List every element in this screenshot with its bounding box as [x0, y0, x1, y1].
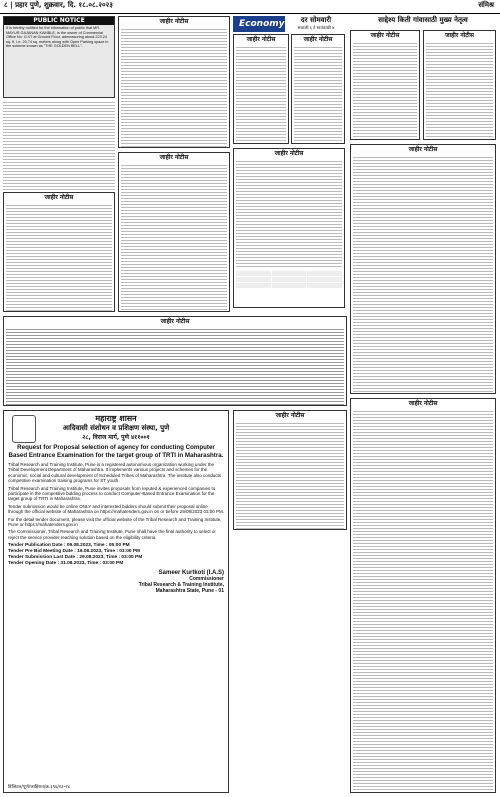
header-right: संमिश्र	[478, 1, 494, 9]
right-notice-1-title: जाहीर नोटीस	[370, 32, 400, 39]
tribal-designation: Commissioner	[189, 576, 224, 583]
header-left: ८ | प्रहार पुणे, शुक्रवार, दि. १८.०८.२०२३	[4, 1, 113, 9]
tribal-date-2: Tender Pre Bid Meeting Date : 16.08.2023, Time : 03:00 PM	[8, 549, 141, 555]
public-notice-title: PUBLIC NOTICE	[4, 17, 114, 25]
tribal-p2: Tribal Research and Training Institute, Pune invites proposals from reputed & experienced companies to participate in the competitive bidding process to conduct Computer-Based Entrance Examination for the target group of TRTI in Maharashtra.	[8, 485, 216, 502]
tribal-rfp-notice	[3, 410, 229, 793]
col3-notice-3	[233, 410, 347, 530]
tribal-p5: The Commissioner, Tribal Research and Training Institute, Pune shall have the final authority to select or reject the service provider reaching solution based on the eligibility criteria.	[8, 529, 216, 540]
tribal-footer: डिजिटल/पूर्ण/जाहिरात/क्र.३९६/२३-२४	[8, 785, 70, 790]
col1-text-block-1	[3, 100, 115, 190]
col3-notice-3-title: जाहीर नोटीस	[275, 412, 305, 419]
col1-notice-2	[3, 192, 115, 312]
col3-notice-1-title: जाहीर नोटीस	[246, 36, 276, 43]
right-notice-3-title: जाहीर नोटीस	[408, 146, 438, 153]
col3-notice-2-title: जाहीर नोटीस	[274, 150, 304, 157]
tribal-org: Tribal Research & Training Institute,	[138, 582, 224, 589]
tribal-p1: Tribal Research and Training Institute, Pune is a registered autonomous organization working under the Tribal Development Department of Maharashtra. It implements various projects and schemes for the economic, social and cultural development of Scheduled Tribes of Maharashtra. The institute also conducts competitive examination training programs for ST youth.	[8, 462, 222, 484]
tribal-date-3: Tender Submission Last Date : 29.08.2023, Time : 03:00 PM	[8, 555, 143, 561]
right-notice-1	[350, 30, 420, 140]
tribal-date-1: Tender Publication Date : 09.08.2023, Time : 05:00 PM	[8, 543, 130, 549]
right-notice-2-title: जाहीर नोटीस	[445, 32, 474, 39]
tribal-heading: Request for Proposal selection of agency for conducting Computer Based Entrance Examination for the target group of TRTI in Maharashtra.	[8, 444, 224, 459]
rates-title: दर सोमवारी	[300, 16, 332, 24]
tribal-p4: For the detail tender document, please visit the official website of the Tribal Research and Training Institute, Pune or https://mahatenders.gov.in	[8, 516, 222, 528]
col2-notice-1-title: जाहीर नोटीस	[159, 18, 189, 25]
tribal-p3: Tender submission would be online ONLY and interested bidders should submit their proposal online through the official website of Maharashtra on https://mahatenders.gov.in on or before 29/08/2023 03:00 PM.	[8, 503, 224, 515]
col2-notice-2	[118, 152, 230, 312]
tribal-sub2-mr: २८, विराज मार्ग, पुणे ४११००१	[82, 434, 150, 441]
col3b-notice-1-title: जाहीर नोटीस	[303, 36, 333, 43]
tribal-date-4: Tender Opening Date : 31.08.2023, Time : 03:00 PM	[8, 561, 124, 567]
col2-notice-1	[118, 16, 230, 148]
public-notice-lead: It is hereby notified for the information of public that MR. MAYUR GAJANAN KAMBLE, is the owner of Commercial Office No. G-07 at Ground Floor, admeasuring about 223.24 sq. ft. i.e. 20.74 sq. meters along with Open Parking space in the scheme known as "THE GOLDEN BELL".	[6, 26, 109, 49]
tribal-signer: Sameer Kurtkoti (I.A.S)	[158, 570, 224, 577]
page-header	[0, 0, 500, 14]
economy-banner: Economy	[233, 16, 285, 32]
public-notice-box	[3, 16, 115, 98]
rates-box	[287, 16, 345, 32]
rates-sub: सकाळी ६ ते सायंकाळी ७	[297, 25, 335, 30]
tribal-sub1-mr: आदिवासी संशोधन व प्रशिक्षण संस्था, पुणे	[62, 424, 170, 432]
col3b-notice-1	[291, 34, 345, 144]
right-notice-3	[350, 144, 496, 394]
mid-band-title: जाहीर नोटीस	[160, 318, 190, 325]
col2-notice-2-title: जाहीर नोटीस	[159, 154, 189, 161]
tribal-title-mr: महाराष्ट्र शासन	[95, 414, 137, 423]
tribal-emblem	[12, 415, 36, 443]
right-notice-4-title: जाहीर नोटीस	[408, 400, 438, 407]
right-notice-2	[423, 30, 496, 140]
col3-notice-2	[233, 148, 345, 308]
right-headline: साद्देश्य किती गांवासाठी मुख्य नेतृत्व	[350, 16, 496, 28]
col3-notice-1	[233, 34, 289, 144]
tribal-place: Maharashtra State, Pune - 01	[155, 588, 224, 595]
right-notice-4	[350, 398, 496, 793]
col1-notice-2-title: जाहीर नोटीस	[44, 194, 74, 201]
mid-band-notice	[3, 316, 347, 406]
